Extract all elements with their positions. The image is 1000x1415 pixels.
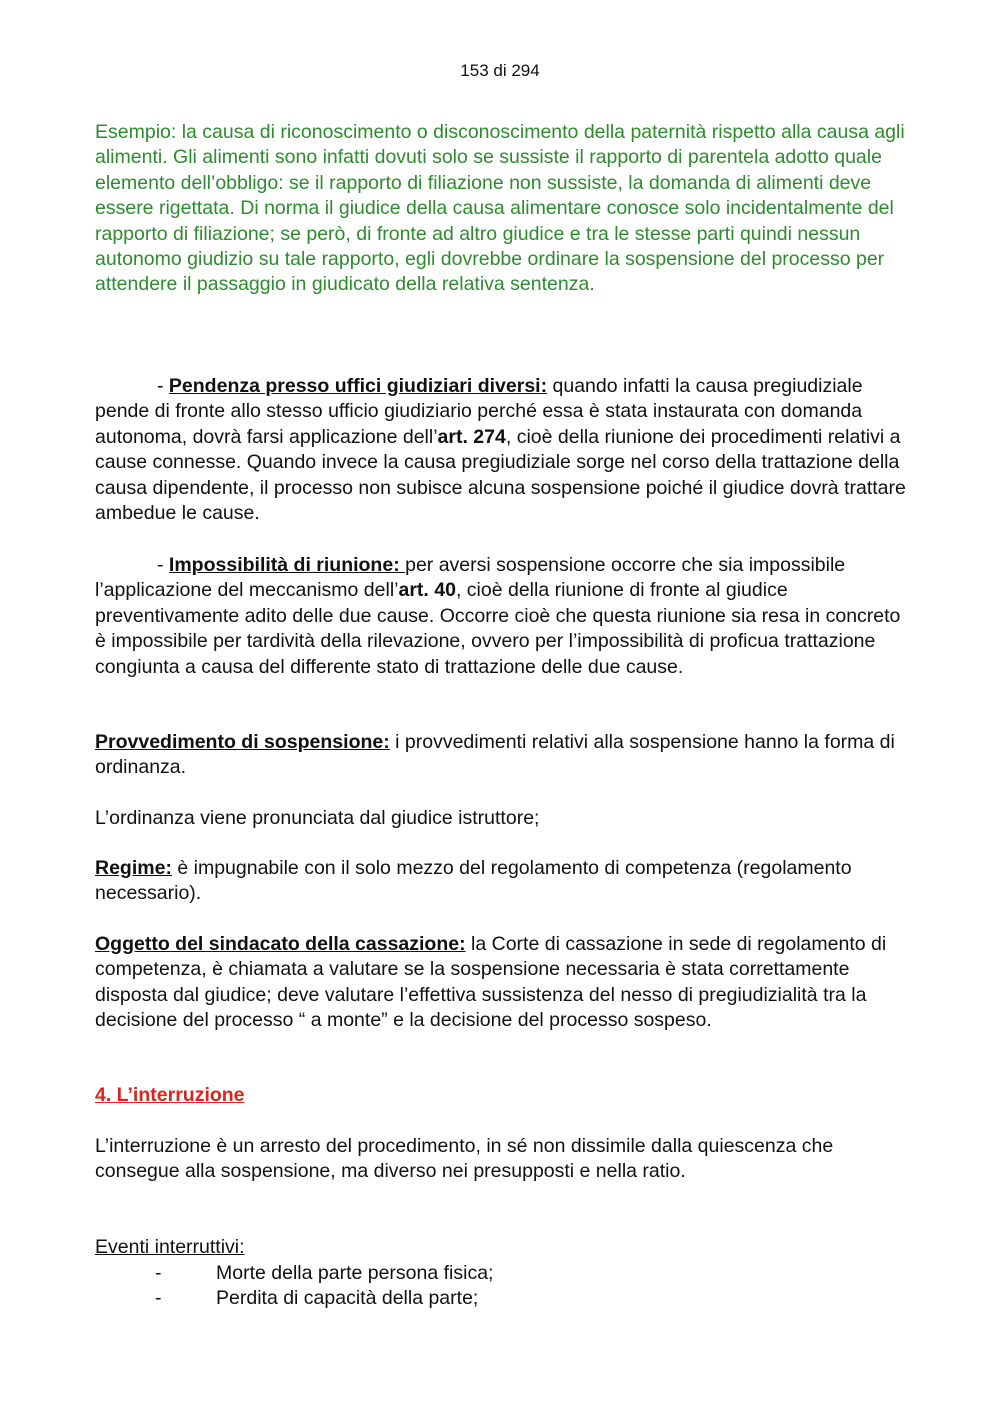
interruzione-paragraph: L’interruzione è un arresto del procedimento, in sé non dissimile dalla quiescenza che consegue alla sospensione, ma diverso nei presupposti e nella ratio. xyxy=(95,1135,834,1183)
pendenza-title: Pendenza presso uffici giudiziari diversi: xyxy=(168,375,548,397)
impossibilita-text-2: , cioè della riunione di fronte al giudice preventivamente adito delle due cause. Occorre cioè che questa riunione sia resa in concreto è impossibile per tardività della rilevazione, ovvero per l’impossibilità di proficua trattazione congiunta a causa del differente stato di trattazione delle due cause. xyxy=(95,579,901,678)
provvedimento-paragraph xyxy=(95,730,907,781)
provvedimento-title: Provvedimento di sospensione: xyxy=(95,731,390,753)
pendenza-text-2: , cioè della riunione dei procedimenti relativi a cause connesse. Quando invece la causa pregiudiziale sorge nel corso della trattazione della causa dipendente, il processo non subisce alcuna sospensione poiché il giudice dovrà trattare ambedue le cause. xyxy=(95,425,906,525)
impossibilita-paragraph xyxy=(95,553,907,680)
list-dash: - xyxy=(155,1287,162,1309)
eventi-title xyxy=(95,1235,907,1260)
list-dash: - xyxy=(155,1262,162,1284)
provvedimento-text: i provvedimenti relativi alla sospensione hanno la forma di ordinanza. xyxy=(95,731,895,779)
pendenza-dash: - xyxy=(157,375,169,397)
pendenza-text-1: quando infatti la causa pregiudiziale pende di fronte allo stesso ufficio giudiziario perché essa è stata instaurata con domanda autonoma, dovrà farsi applicazione dell’ xyxy=(95,375,863,448)
regime-paragraph xyxy=(95,856,907,907)
oggetto-paragraph xyxy=(95,932,907,1034)
impossibilita-text-1: per aversi sospensione occorre che sia impossibile l’applicazione del meccanismo dell’ xyxy=(95,554,846,602)
list-item-text: Perdita di capacità della parte; xyxy=(216,1287,479,1309)
ordinanza-paragraph: L’ordinanza viene pronunciata dal giudice istruttore; xyxy=(95,807,540,829)
section-heading-interruzione xyxy=(95,1083,907,1108)
pendenza-paragraph xyxy=(95,374,907,526)
eventi-title-text: Eventi interruttivi: xyxy=(95,1236,245,1258)
regime-title: Regime: xyxy=(95,857,172,879)
page-number: 153 di 294 xyxy=(460,61,540,80)
example-paragraph: Esempio: la causa di riconoscimento o disconoscimento della paternità rispetto alla causa agli alimenti. Gli alimenti sono infatti dovuti solo se sussiste il rapporto di parentela adotto quale elemento dell’obbligo: se il rapporto di filiazione non sussiste, la domanda di alimenti deve essere rigettata. Di norma il giudice della causa alimentare conosce solo incidentalmente del rapporto di filiazione; se però, di fronte ad altro giudice e tra le stesse parti quindi nessun autonomo giudizio su tale rapporto, egli dovrebbe ordinare la sospensione del processo per attendere il passaggio in giudicato della relativa sentenza. xyxy=(95,121,905,296)
oggetto-title: Oggetto del sindacato della cassazione: xyxy=(95,933,466,955)
impossibilita-title: Impossibilità di riunione: xyxy=(168,554,406,576)
oggetto-text: la Corte di cassazione in sede di regolamento di competenza, è chiamata a valutare se la sospensione necessaria è stata correttamente disposta dal giudice; deve valutare l’effettiva sussistenza del nesso di pregiudizialità tra la decisione del processo “ a monte” e la decisione del processo sospeso. xyxy=(95,933,887,1032)
list-item-text: Morte della parte persona fisica; xyxy=(216,1262,494,1284)
eventi-list xyxy=(95,1261,907,1321)
section-heading-text: 4. L’interruzione xyxy=(95,1084,245,1106)
impossibilita-dash: - xyxy=(157,554,169,576)
regime-text: è impugnabile con il solo mezzo del regolamento di competenza (regolamento necessario). xyxy=(95,857,852,905)
pendenza-article: art. 274 xyxy=(437,425,506,448)
impossibilita-article: art. 40 xyxy=(398,579,456,602)
